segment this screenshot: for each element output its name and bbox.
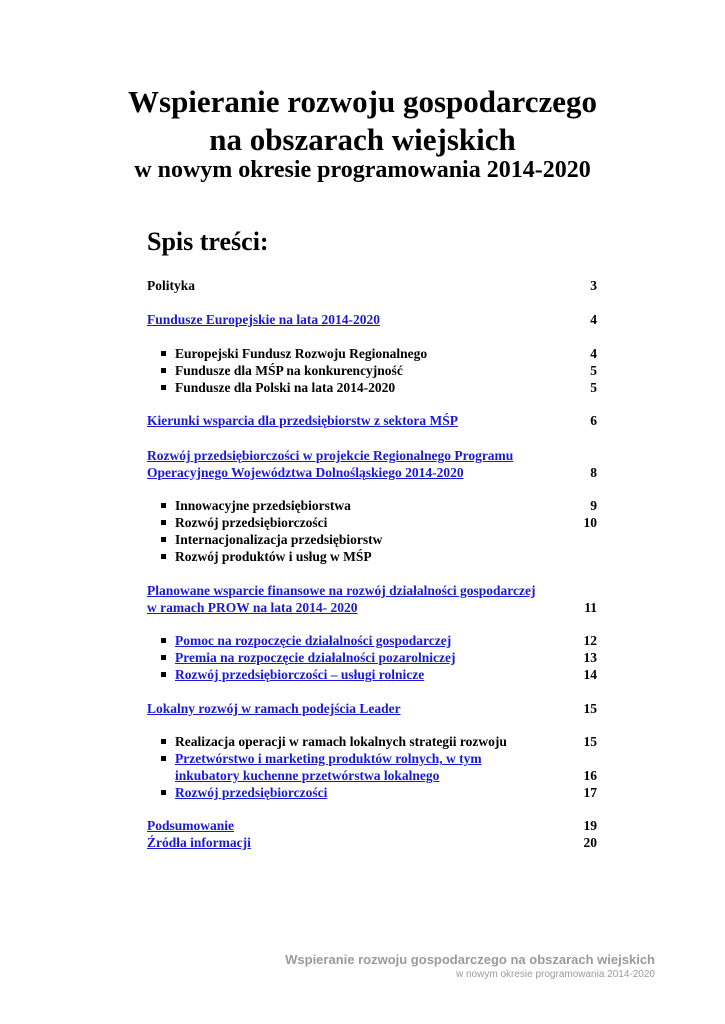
toc-entry-page: 15	[583, 701, 597, 716]
toc-entry-text: Rozwój przedsiębiorczości	[175, 515, 328, 530]
bullet-icon	[161, 672, 166, 677]
toc-entry-page: 5	[590, 363, 597, 378]
document-title-line2: na obszarach wiejskich	[209, 122, 516, 157]
toc-subentry[interactable]	[147, 632, 597, 649]
toc-entry-page: 5	[590, 380, 597, 395]
toc-entry-page: 8	[590, 465, 597, 480]
bullet-icon	[161, 537, 166, 542]
toc-entry[interactable]	[147, 599, 597, 616]
toc-subentry[interactable]	[147, 666, 597, 683]
toc-subentry	[147, 548, 597, 565]
toc-entry-link[interactable]: Przetwórstwo i marketing produktów rolnych, w tym	[175, 751, 482, 766]
toc-entry-text: Polityka	[147, 278, 196, 293]
bullet-icon	[161, 655, 166, 660]
toc-subentry[interactable]	[147, 784, 597, 801]
toc-entry-page: 16	[583, 768, 597, 783]
toc-entry-link[interactable]: inkubatory kuchenne przetwórstwa lokalnego	[175, 768, 440, 783]
toc-entry[interactable]	[147, 447, 597, 464]
toc-subentry	[147, 362, 597, 379]
toc-entry-link[interactable]: Premia na rozpoczęcie działalności pozarolniczej	[175, 650, 456, 665]
toc-entry-page: 20	[583, 835, 597, 850]
toc-entry-link[interactable]: Rozwój przedsiębiorczości – usługi rolnicze	[175, 667, 425, 682]
toc-entry-link[interactable]: w ramach PROW na lata 2014- 2020	[147, 600, 358, 615]
document-title-line1: Wspieranie rozwoju gospodarczego	[128, 84, 597, 119]
toc-entry-text: Internacjonalizacja przedsiębiorstw	[175, 532, 383, 547]
toc-entry-page: 3	[590, 278, 597, 293]
bullet-icon	[161, 385, 166, 390]
toc-entry-page: 14	[583, 667, 597, 682]
toc-entry-page: 17	[583, 785, 597, 800]
toc-entry-page: 10	[583, 515, 597, 530]
toc-entry-link[interactable]: Planowane wsparcie finansowe na rozwój działalności gospodarczej	[147, 583, 536, 598]
bullet-icon	[161, 638, 166, 643]
toc-entry-page: 19	[583, 818, 597, 833]
toc-entry-page: 6	[590, 413, 597, 428]
toc-entry-link[interactable]: Pomoc na rozpoczęcie działalności gospodarczej	[175, 633, 452, 648]
footer-subtitle: w nowym okresie programowania 2014-2020	[456, 969, 655, 980]
toc-entry-page: 9	[590, 498, 597, 513]
toc-subentry[interactable]	[147, 649, 597, 666]
footer-title: Wspieranie rozwoju gospodarczego na obszarach wiejskich	[285, 952, 655, 967]
toc-subentry	[147, 497, 597, 514]
bullet-icon	[161, 739, 166, 744]
toc-entry-text: Realizacja operacji w ramach lokalnych strategii rozwoju	[175, 734, 507, 749]
toc-entry-page: 11	[584, 600, 597, 615]
toc-subentry[interactable]	[147, 750, 597, 767]
toc-entry-link[interactable]: Fundusze Europejskie na lata 2014-2020	[147, 312, 381, 327]
toc-entry[interactable]	[147, 412, 597, 429]
toc-entry-link[interactable]: Źródła informacji	[147, 835, 251, 850]
toc-entry-link[interactable]: Rozwój przedsiębiorczości w projekcie Regionalnego Programu	[147, 448, 514, 463]
toc-entry-text: Europejski Fundusz Rozwoju Regionalnego	[175, 346, 428, 361]
toc-entry-link[interactable]: Kierunki wsparcia dla przedsiębiorstw z sektora MŚP	[147, 413, 458, 428]
toc-entry[interactable]	[147, 464, 597, 481]
bullet-icon	[161, 368, 166, 373]
toc-entry-text: Fundusze dla MŚP na konkurencyjność	[175, 363, 403, 378]
toc-entry	[147, 277, 597, 294]
toc-subentry[interactable]	[147, 767, 597, 784]
bullet-icon	[161, 520, 166, 525]
toc-entry[interactable]	[147, 817, 597, 834]
toc-entry[interactable]	[147, 311, 597, 328]
bullet-icon	[161, 756, 166, 761]
toc-entry-link[interactable]: Rozwój przedsiębiorczości	[175, 785, 328, 800]
bullet-icon	[161, 503, 166, 508]
toc-entry-page: 15	[583, 734, 597, 749]
toc-subentry	[147, 379, 597, 396]
toc-entry-page: 12	[583, 633, 597, 648]
toc-entry-text: Innowacyjne przedsiębiorstwa	[175, 498, 351, 513]
toc-entry[interactable]	[147, 582, 597, 599]
toc-entry-link[interactable]: Lokalny rozwój w ramach podejścia Leader	[147, 701, 401, 716]
toc-entry-page: 4	[590, 346, 597, 361]
toc-entry-page: 4	[590, 312, 597, 327]
toc-entry[interactable]	[147, 834, 597, 851]
toc-entry-text: Fundusze dla Polski na lata 2014-2020	[175, 380, 396, 395]
document-subtitle: w nowym okresie programowania 2014-2020	[134, 157, 591, 183]
toc-entry-link[interactable]: Podsumowanie	[147, 818, 235, 833]
toc-heading: Spis treści:	[147, 227, 269, 256]
toc-subentry	[147, 514, 597, 531]
toc-subentry	[147, 733, 597, 750]
bullet-icon	[161, 790, 166, 795]
toc-entry-text: Rozwój produktów i usług w MŚP	[175, 549, 372, 564]
toc-subentry	[147, 531, 597, 548]
bullet-icon	[161, 554, 166, 559]
toc-entry-page: 13	[583, 650, 597, 665]
toc-subentry	[147, 345, 597, 362]
toc-entry-link[interactable]: Operacyjnego Województwa Dolnośląskiego 2014-2020	[147, 465, 464, 480]
toc-entry[interactable]	[147, 700, 597, 717]
bullet-icon	[161, 351, 166, 356]
